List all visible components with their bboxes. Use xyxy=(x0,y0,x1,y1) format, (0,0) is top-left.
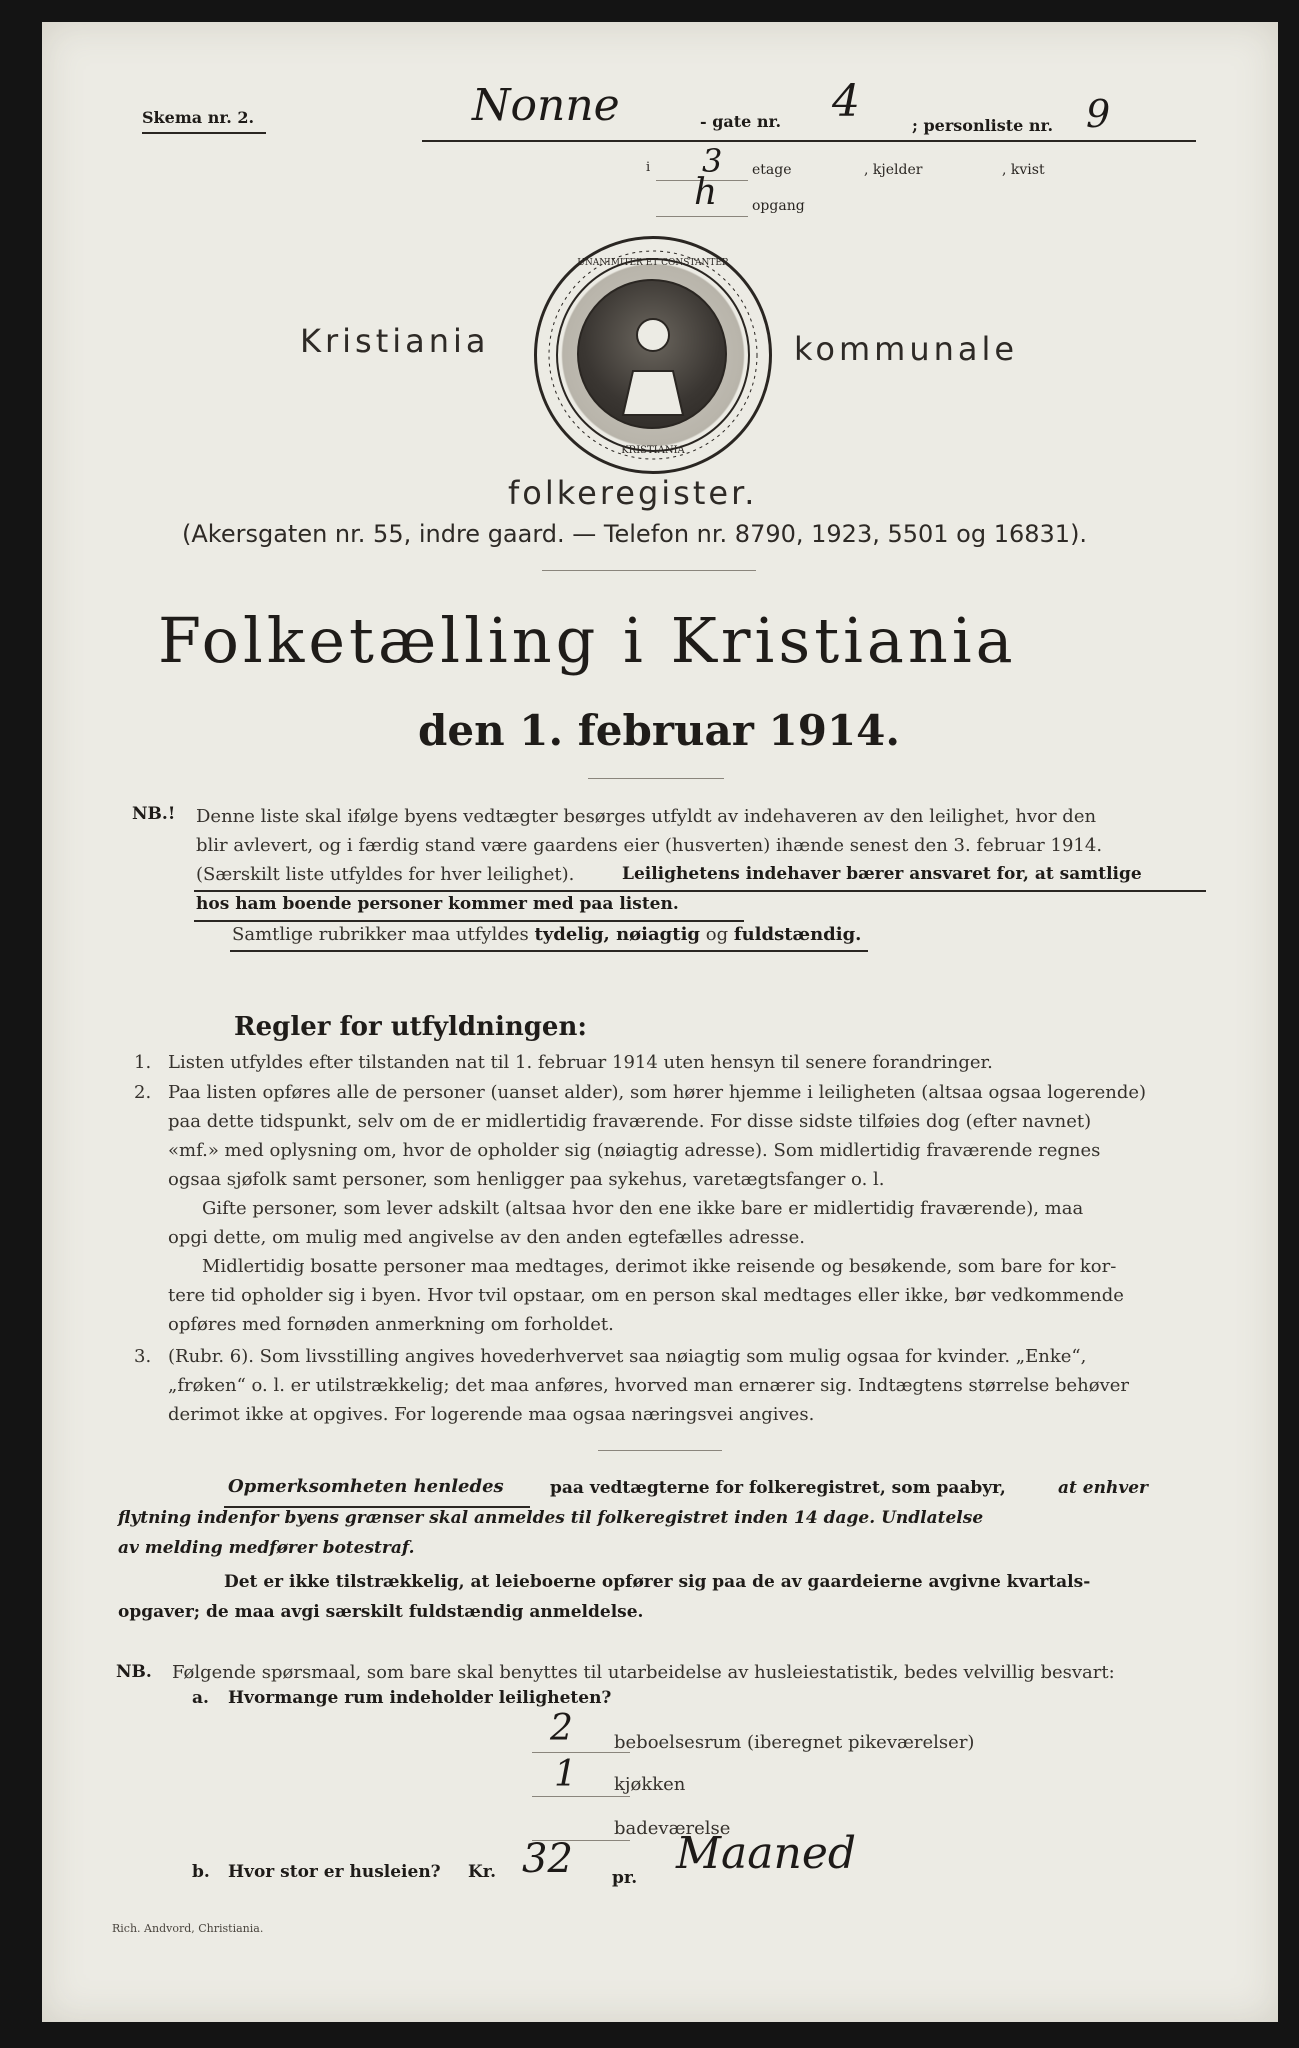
gate-label: - gate nr. xyxy=(700,112,782,131)
nb-line-2: blir avlevert, og i færdig stand være gaardens eier (husverten) ihænde senest den 3. februar 1914. xyxy=(196,835,1103,856)
seal-ring-icon xyxy=(537,239,769,471)
etage-value-handwritten[interactable]: 3 xyxy=(702,142,723,180)
svg-text:UNANIMITER ET CONSTANTER: UNANIMITER ET CONSTANTER xyxy=(577,258,729,268)
kitchen-label: kjøkken xyxy=(614,1774,686,1795)
notice-line-5: opgaver; de maa avgi særskilt fuldstændig anmeldelse. xyxy=(118,1602,644,1622)
rule-2-line-5: Gifte personer, som lever adskilt (altsaa hvor den ene ikke bare er midlertidig fraværende), maa xyxy=(202,1198,1084,1219)
nb-line-3b: Leilighetens indehaver bærer ansvaret for, at samtlige xyxy=(622,864,1142,884)
rule-2-number: 2. xyxy=(134,1082,152,1103)
rule-2-line-4: ogsaa sjøfolk samt personer, som henligger paa sykehus, varetægtsfanger o. l. xyxy=(168,1169,885,1190)
registry-address: (Akersgaten nr. 55, indre gaard. — Telefon nr. 8790, 1923, 5501 og 16831). xyxy=(182,520,1088,548)
nb-line-5b: tydelig, nøiagtig xyxy=(534,924,700,945)
question-b-text: Hvor stor er husleien? xyxy=(228,1862,441,1882)
skema-underline xyxy=(142,132,266,134)
printer-imprint: Rich. Andvord, Christiania. xyxy=(112,1922,264,1935)
questions-intro: Følgende spørsmaal, som bare skal benyttes til utarbeidelse av husleiestatistik, bedes velvillig besvart: xyxy=(172,1662,1115,1683)
i-label: i xyxy=(646,160,651,175)
rules-heading: Regler for utfyldningen: xyxy=(234,1012,587,1042)
rule-2-line-3: «mf.» med oplysning om, hvor de opholder sig (nøiagtig adresse). Som midlertidig fraværende regnes xyxy=(168,1140,1101,1161)
street-name-handwritten[interactable]: Nonne xyxy=(472,80,620,131)
question-a-text: Hvormange rum indeholder leiligheten? xyxy=(228,1688,612,1708)
address-underline xyxy=(422,140,1196,142)
notice-line-1b: paa vedtægterne for folkeregistret, som paabyr, xyxy=(550,1478,1006,1498)
gate-number-handwritten[interactable]: 4 xyxy=(832,76,860,127)
questions-nb-label: NB. xyxy=(116,1662,152,1682)
masthead-divider xyxy=(542,570,756,571)
notice-line-1c: at enhver xyxy=(1058,1478,1148,1498)
nb-line-1: Denne liste skal ifølge byens vedtægter besørges utfyldt av indehaveren av den leilighet, hvor den xyxy=(196,806,1097,827)
notice-line-2: flytning indenfor byens grænser skal anmeldes til folkeregistret inden 14 dage. Undlatelse xyxy=(118,1508,984,1528)
rooms-label: beboelsesrum (iberegnet pikeværelser) xyxy=(614,1732,975,1753)
census-date: den 1. februar 1914. xyxy=(418,706,901,755)
svg-text:KRISTIANIA: KRISTIANIA xyxy=(621,445,685,456)
notice-line-4: Det er ikke tilstrækkelig, at leieboerne opfører sig paa de av gaardeierne avgivne kvartals- xyxy=(224,1572,1091,1592)
opgang-label: opgang xyxy=(752,198,805,214)
kvist-label: , kvist xyxy=(1002,162,1045,178)
title-divider xyxy=(588,778,724,779)
masthead-kommunale: kommunale xyxy=(794,330,1019,368)
rule-2-line-9: opføres med fornøden anmerkning om forholdet. xyxy=(168,1314,614,1335)
rule-1-text: Listen utfyldes efter tilstanden nat til 1. februar 1914 uten hensyn til senere forandringer. xyxy=(168,1052,993,1073)
rule-2-line-8: tere tid opholder sig i byen. Hvor tvil opstaar, om en person skal medtages eller ikke, bør vedkommende xyxy=(168,1285,1124,1306)
rules-divider xyxy=(598,1450,722,1451)
rule-3-number: 3. xyxy=(134,1346,152,1367)
census-form-page xyxy=(42,22,1278,2022)
rule-2-line-2: paa dette tidspunkt, selv om de er midlertidig fraværende. For disse sidste tilføies dog (efter navnet) xyxy=(168,1111,1092,1132)
rule-2-line-1: Paa listen opføres alle de personer (uanset alder), som hører hjemme i leiligheten (altsaa ogsaa logerende) xyxy=(168,1082,1147,1103)
personliste-number-handwritten[interactable]: 9 xyxy=(1086,92,1111,136)
kjelder-label: , kjelder xyxy=(864,162,923,178)
nb-line-5a: Samtlige rubrikker maa utfyldes xyxy=(232,924,529,945)
nb-underline-3 xyxy=(230,950,868,952)
notice-line-1a: Opmerksomheten henledes xyxy=(228,1476,504,1497)
rule-2-line-6: opgi dette, om mulig med angivelse av den anden egtefælles adresse. xyxy=(168,1227,805,1248)
rooms-value-handwritten[interactable]: 2 xyxy=(550,1708,573,1749)
census-title: Folketælling i Kristiania xyxy=(158,604,1017,677)
personliste-label: ; personliste nr. xyxy=(912,116,1054,135)
notice-line-3: av melding medfører botestraf. xyxy=(118,1538,415,1558)
opgang-value-handwritten[interactable]: h xyxy=(694,172,718,213)
kristiania-seal xyxy=(534,236,772,474)
kitchen-value-handwritten[interactable]: 1 xyxy=(554,1754,577,1795)
rule-3-line-3: derimot ikke at opgives. For logerende maa ogsaa næringsvei angives. xyxy=(168,1404,815,1425)
rule-3-line-2: „frøken“ o. l. er utilstrækkelig; det maa anføres, hvorved man ernærer sig. Indtægtens størrelse behøver xyxy=(168,1375,1130,1396)
nb-line-5d: fuldstændig. xyxy=(733,924,862,945)
etage-label: etage xyxy=(752,162,792,178)
bath-label: badeværelse xyxy=(614,1818,731,1839)
nb-line-5c: og xyxy=(705,924,729,945)
rent-period-handwritten[interactable]: Maaned xyxy=(676,1828,857,1879)
opgang-underline xyxy=(656,216,748,217)
rule-3-line-1: (Rubr. 6). Som livsstilling angives hovederhvervet saa nøiagtig som mulig ogsaa for kvinder. „Enke“, xyxy=(168,1346,1087,1367)
rule-1-number: 1. xyxy=(134,1052,152,1073)
folkeregister-label: folkeregister. xyxy=(508,474,758,512)
question-b-label: b. xyxy=(192,1862,210,1882)
skema-label: Skema nr. 2. xyxy=(142,108,255,127)
nb-line-3a: (Særskilt liste utfyldes for hver leilighet). xyxy=(196,864,575,885)
pr-label: pr. xyxy=(612,1868,638,1888)
masthead-kristiania: Kristiania xyxy=(300,322,490,360)
rule-2-line-7: Midlertidig bosatte personer maa medtages, derimot ikke reisende og besøkende, som bare for kor- xyxy=(202,1256,1117,1277)
nb-line-4: hos ham boende personer kommer med paa listen. xyxy=(196,894,679,914)
kr-label: Kr. xyxy=(468,1862,497,1882)
nb-line-5 xyxy=(232,920,861,949)
question-a-label: a. xyxy=(192,1688,209,1708)
nb-label: NB.! xyxy=(132,804,176,824)
rent-value-handwritten[interactable]: 32 xyxy=(522,1836,573,1882)
